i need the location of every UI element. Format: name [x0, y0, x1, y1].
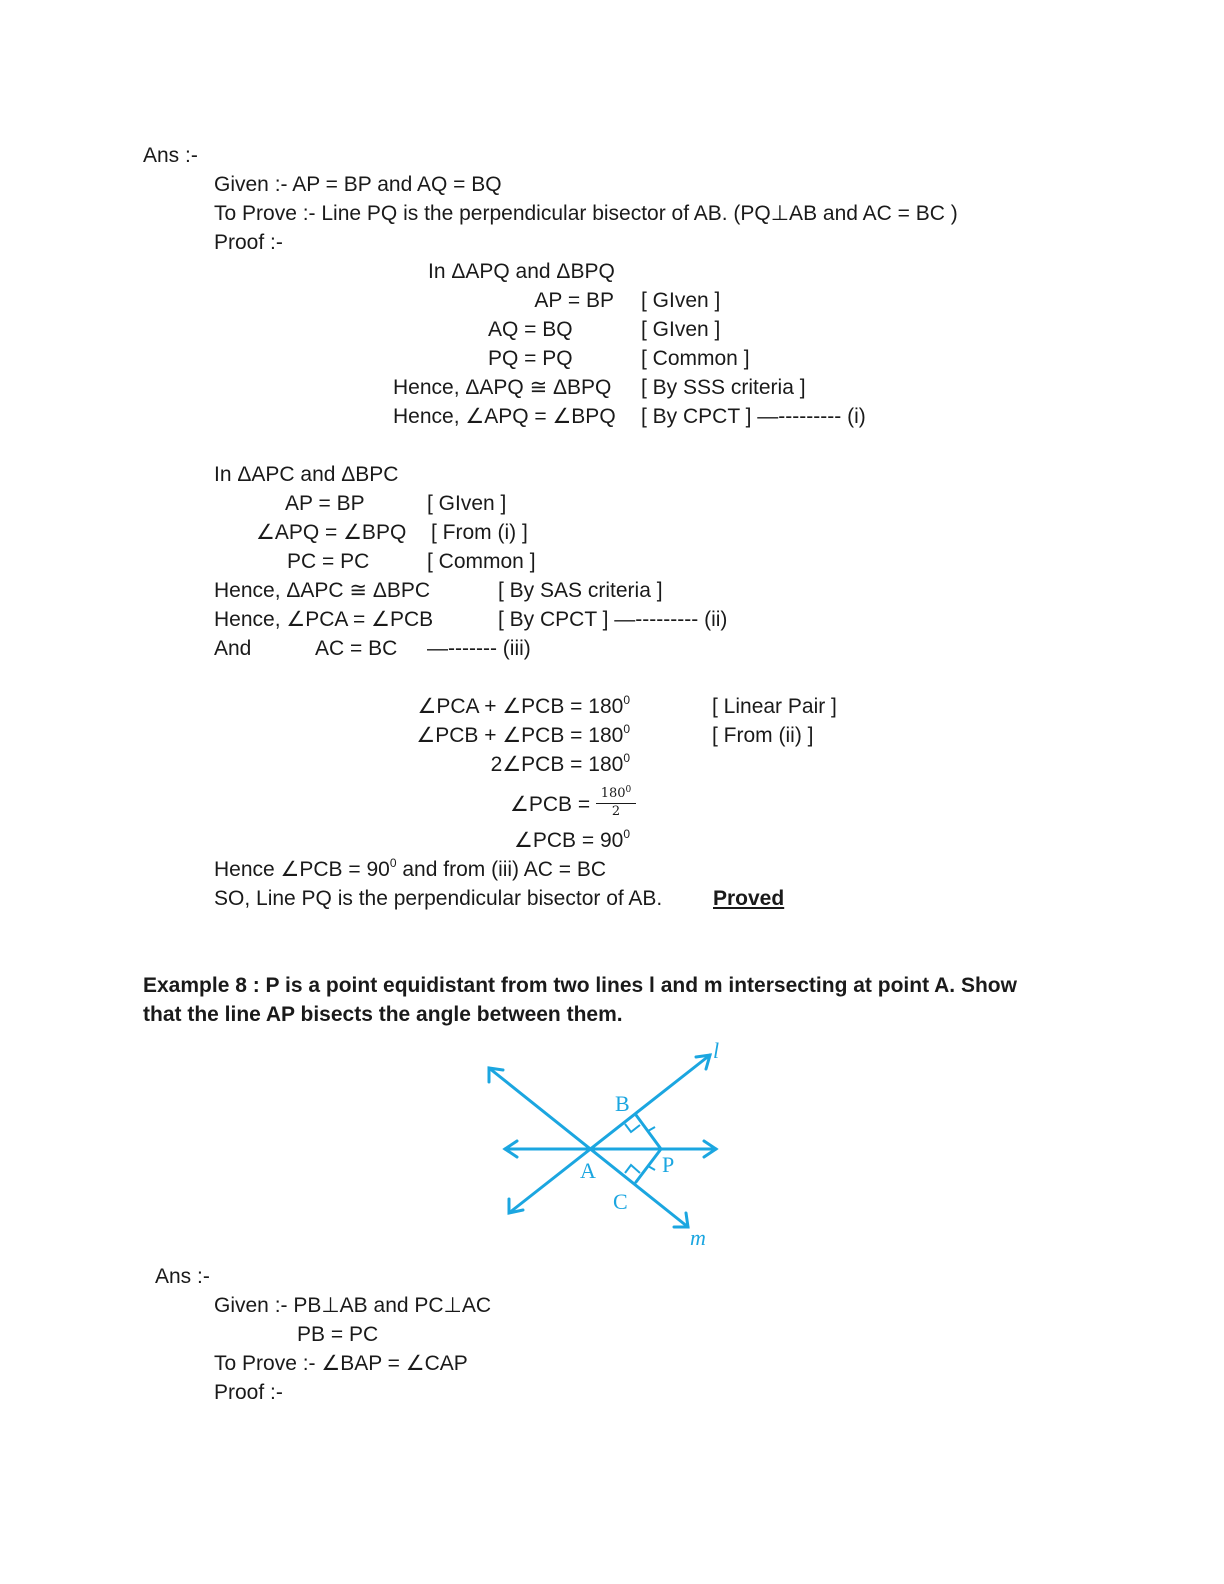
answer-label: Ans :-: [143, 144, 198, 167]
line-l-label: l: [713, 1038, 720, 1063]
block2-heading: In ΔAPC and ΔBPC: [214, 463, 399, 486]
point-c-label: C: [613, 1189, 628, 1214]
point-b-label: B: [615, 1091, 630, 1116]
angle-bisector-figure: [480, 1035, 740, 1250]
point-a-label: A: [580, 1158, 596, 1183]
fraction: [596, 786, 636, 820]
block1-reason: [ GIven ]: [641, 318, 721, 341]
to-prove-statement: To Prove :- Line PQ is the perpendicular bisector of AB. (PQ⊥AB and AC = BC ): [214, 202, 958, 225]
example-title: Example 8 : P is a point equidistant from two lines l and m intersecting at point A. Show: [143, 974, 1017, 997]
proof-label: Proof :-: [214, 1381, 283, 1404]
block1-stmt: Hence, ∠APQ = ∠BPQ: [393, 405, 616, 428]
given-statement: Given :- PB⊥AB and PC⊥AC: [214, 1294, 492, 1317]
block2-reason: [ By CPCT ] —--------- (ii): [498, 608, 728, 631]
equation-line: ∠PCB = $90^0$: [514, 827, 630, 852]
block1-reason: [ Common ]: [641, 347, 750, 370]
block1-reason: [ By CPCT ] —--------- (i): [641, 405, 866, 428]
block2-reason: [ GIven ]: [427, 492, 507, 515]
example-title: that the line AP bisects the angle between them.: [143, 1003, 623, 1026]
proof-label: Proof :-: [214, 231, 283, 254]
conclusion-line: Hence ∠PCB = $90^0$ and from (iii) AC = BC: [214, 856, 607, 881]
equation-reason: [ From (ii) ]: [712, 724, 814, 747]
equation-line: ∠PCB =: [510, 793, 591, 816]
to-prove-statement: To Prove :- ∠BAP = ∠CAP: [214, 1352, 468, 1375]
fraction-numerator: $180^0$: [596, 786, 636, 804]
equation-line: 2∠PCB = $180^0$: [490, 751, 630, 776]
block2-stmt: Hence, ΔAPC ≅ ΔBPC: [214, 579, 431, 602]
block2-stmt: ∠APQ = ∠BPQ: [256, 521, 407, 544]
fraction-denominator: 2: [611, 804, 621, 819]
block2-stmt: AP = BP: [285, 492, 365, 515]
block2-stmt: AC = BC: [315, 637, 398, 660]
block2-reason: [ By SAS criteria ]: [498, 579, 663, 602]
point-p-label: P: [662, 1152, 675, 1177]
block2-stmt: And: [214, 637, 252, 660]
block1-reason: [ GIven ]: [641, 289, 721, 312]
block1-stmt: AP = BP: [534, 289, 614, 312]
proved-label: Proved: [713, 887, 785, 910]
block2-reason: [ From (i) ]: [431, 521, 528, 544]
equation-line: ∠PCA + ∠PCB = $180^0$: [417, 693, 630, 718]
block2-stmt: Hence, ∠PCA = ∠PCB: [214, 608, 434, 631]
block1-stmt: AQ = BQ: [488, 318, 573, 341]
given-statement: Given :- AP = BP and AQ = BQ: [214, 173, 502, 196]
block1-stmt: PQ = PQ: [488, 347, 573, 370]
given-statement: PB = PC: [297, 1323, 379, 1346]
block2-reason: [ Common ]: [427, 550, 536, 573]
equation-reason: [ Linear Pair ]: [712, 695, 837, 718]
block1-stmt: Hence, ΔAPQ ≅ ΔBPQ: [393, 376, 612, 399]
conclusion-line: SO, Line PQ is the perpendicular bisector of AB.: [214, 887, 663, 910]
block1-reason: [ By SSS criteria ]: [641, 376, 806, 399]
block1-heading: In ΔAPQ and ΔBPQ: [428, 260, 615, 283]
block2-reason: —------- (iii): [427, 637, 531, 660]
equation-line: ∠PCB + ∠PCB = $180^0$: [416, 722, 630, 747]
block2-stmt: PC = PC: [287, 550, 370, 573]
line-m-label: m: [690, 1225, 706, 1250]
answer-label: Ans :-: [155, 1265, 210, 1288]
